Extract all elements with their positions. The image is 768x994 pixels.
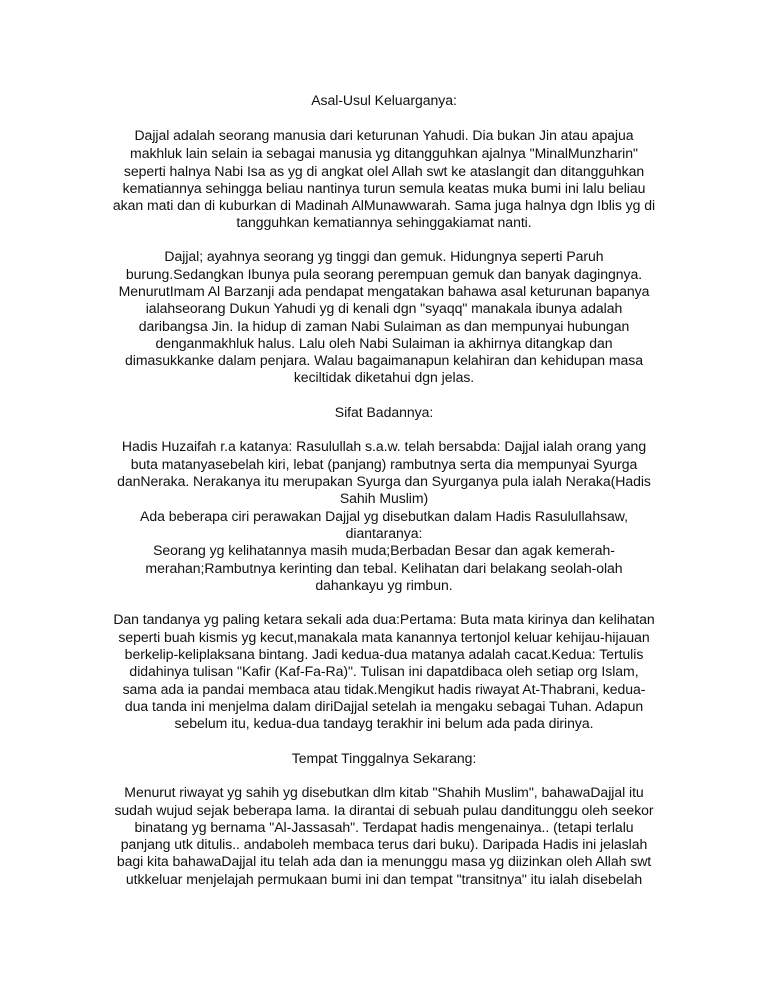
para2-line: Dajjal; ayahnya seorang yg tinggi dan gemuk. Hidungnya seperti Paruh	[164, 249, 604, 265]
para1-line: tangguhkan kematiannya sehinggakiamat nanti.	[236, 215, 532, 231]
para5-line: panjang utk ditulis.. andaboleh membaca terus dari buku). Daripada Hadis ini jelaslah	[120, 837, 648, 853]
para5-line: sudah wujud sejak beberapa lama. Ia dirantai di sebuah pulau danditunggu oleh seekor	[114, 803, 654, 819]
para4-line: didahinya tulisan "Kafir (Kaf-Fa-Ra)". Tulisan ini dapatdibaca oleh setiap org Islam,	[129, 664, 639, 680]
para4-line: dua tanda ini menjelma dalam diriDajjal setelah ia mengaku sebagai Tuhan. Adapun	[124, 699, 644, 715]
para2-line: keciltidak diketahui dgn jelas.	[293, 370, 475, 386]
para3-line: dahankayu yg rimbun.	[315, 578, 453, 594]
para4-line: berkelip-keliplaksana bintang. Jadi kedua-dua matanya adalah cacat.Kedua: Tertulis	[124, 647, 644, 663]
para1-line: seperti halnya Nabi Isa as yg di angkat olel Allah swt ke ataslangit dan ditangguhkan	[123, 164, 645, 180]
para1-line: kematiannya sehingga beliau nantinya turun semula keatas muka bumi ini lalu beliau	[122, 181, 646, 197]
para1-line: makhluk lain selain ia sebagai manusia yg ditangguhkan ajalnya "MinalMunzharin"	[130, 146, 638, 162]
para2-line: daribangsa Jin. Ia hidup di zaman Nabi Sulaiman as dan mempunyai hubungan	[138, 319, 630, 335]
para4-line: Dan tandanya yg paling ketara sekali ada dua:Pertama: Buta mata kirinya dan kelihatan	[113, 612, 655, 628]
para3-line: Ada beberapa ciri perawakan Dajjal yg disebutkan dalam Hadis Rasulullahsaw,	[140, 509, 628, 525]
para3-line: danNeraka. Nerakanya itu merupakan Syurga dan Syurganya pula ialah Neraka(Hadis	[117, 474, 651, 490]
para2-line: denganmakhluk halus. Lalu oleh Nabi Sulaiman ia akhirnya ditangkap dan	[155, 336, 613, 352]
para3-line: Seorang yg kelihatannya masih muda;Berbadan Besar dan agak kemerah-	[153, 543, 615, 559]
para3-line: Hadis Huzaifah r.a katanya: Rasulullah s.a.w. telah bersabda: Dajjal ialah orang yang	[121, 439, 647, 455]
para3-line: merahan;Rambutnya kerinting dan tebal. Kelihatan dari belakang seolah-olah	[145, 561, 623, 577]
para3-line: diantaranya:	[345, 526, 423, 542]
para2-line: burung.Sedangkan Ibunya pula seorang perempuan gemuk dan banyak dagingnya.	[125, 267, 643, 283]
para1-line: akan mati dan di kuburkan di Madinah AlMunawwarah. Sama juga halnya dgn Iblis yg di	[112, 198, 656, 214]
heading-asal-usul: Asal-Usul Keluarganya:	[311, 93, 457, 109]
para5-line: binatang yg bernama "Al-Jassasah". Terdapat hadis mengenainya.. (tetapi terlalu	[134, 820, 634, 836]
para2-line: dimasukkanke dalam penjara. Walau bagaimanapun kelahiran dan kehidupan masa	[125, 353, 643, 369]
para1-line: Dajjal adalah seorang manusia dari keturunan Yahudi. Dia bukan Jin atau apajua	[134, 128, 634, 144]
heading-tempat-tinggal: Tempat Tinggalnya Sekarang:	[291, 751, 477, 767]
para2-line: ialahseorang Dukun Yahudi yg di kenali dgn "syaqq" manakala ibunya adalah	[145, 301, 623, 317]
para5-line: Menurut riwayat yg sahih yg disebutkan dlm kitab "Shahih Muslim", bahawaDajjal itu	[124, 785, 644, 801]
para4-line: sama ada ia pandai membaca atau tidak.Mengikut hadis riwayat At-Thabrani, kedua-	[122, 682, 646, 698]
para4-line: seperti buah kismis yg kecut,manakala mata kanannya tertonjol keluar kehijau-hijauan	[118, 630, 650, 646]
para2-line: MenurutImam Al Barzanji ada pendapat mengatakan bahawa asal keturunan bapanya	[118, 284, 650, 300]
para5-line: utkkeluar menjelajah permukaan bumi ini dan tempat "transitnya" itu ialah disebelah	[125, 872, 643, 888]
heading-sifat-badannya: Sifat Badannya:	[334, 405, 434, 421]
para5-line: bagi kita bahawaDajjal itu telah ada dan ia menunggu masa yg diizinkan oleh Allah swt	[116, 854, 652, 870]
para3-line: Sahih Muslim)	[339, 491, 429, 507]
para4-line: sebelum itu, kedua-dua tandayg terakhir ini belum ada pada dirinya.	[174, 716, 594, 732]
para3-line: buta matanyasebelah kiri, lebat (panjang) rambutnya serta dia mempunyai Syurga	[130, 457, 638, 473]
